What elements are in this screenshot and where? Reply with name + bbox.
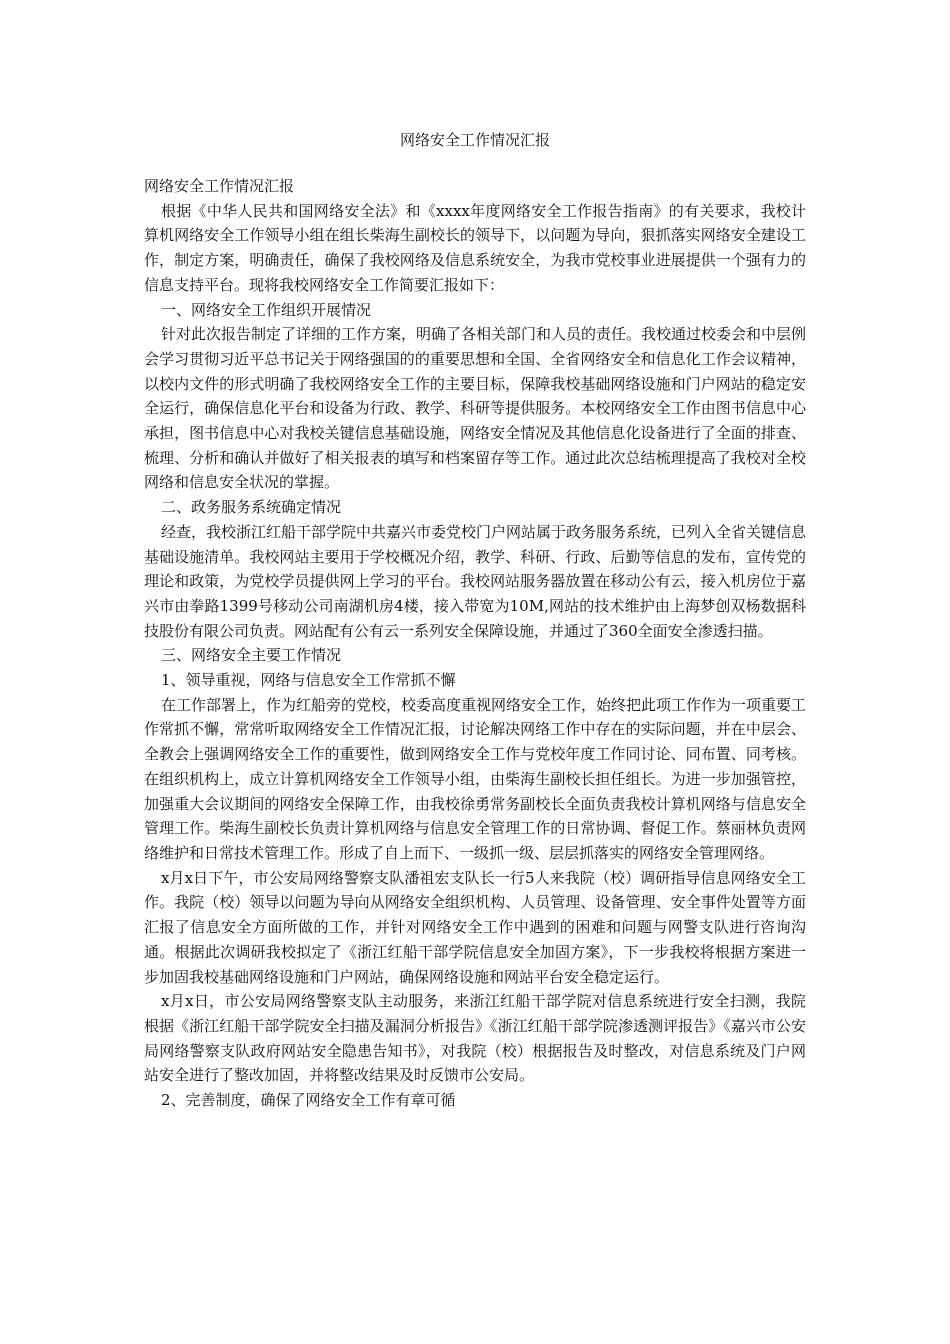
section-heading-3: 三、网络安全主要工作情况 (161, 646, 342, 665)
paragraph-police-visit: x月x日下午，市公安局网络警察支队潘祖宏支队长一行5人来我院（校）调研指导信息网络安全工作。我院（校）领导以问题为导向从网络安全组织机构、人员管理、设备管理、安全事件处置等方面汇报了信息安全方面所做的工作，并针对网络安全工作中遇到的困难和问题与网警支队进行咨询沟通。根据此次调研我校拟定了《浙江红船干部学院信息安全加固方案》，下一步我校将根据方案进一步加固我校基础网络设施和门户网站，确保网络设施和网站平台安全稳定运行。 (144, 868, 806, 986)
paragraph-leadership: 在工作部署上，作为红船旁的党校，校委高度重视网络安全工作，始终把此项工作作为一项重要工作常抓不懈，常常听取网络安全工作情况汇报，讨论解决网络工作中存在的实际问题，并在中层会、全教会上强调网络安全工作的重要性，做到网络安全工作与党校年度工作同讨论、同布置、同考核。在组织机构上，成立计算机网络安全工作领导小组，由柴海生副校长担任组长。为进一步加强管控，加强重大会议期间的网络安全保障工作，由我校徐勇常务副校长全面负责我校计算机网络与信息安全管理工作。柴海生副校长负责计算机网络与信息安全管理工作的日常协调、督促工作。蔡丽林负责网络维护和日常技术管理工作。形成了自上而下、一级抓一级、层层抓落实的网络安全管理网络。 (144, 695, 807, 862)
paragraph-section-1: 针对此次报告制定了详细的工作方案，明确了各相关部门和人员的责任。我校通过校委会和中层例会学习贯彻习近平总书记关于网络强国的的重要思想和全国、全省网络安全和信息化工作会议精神，以校内文件的形式明确了我校网络安全工作的主要目标，保障我校基础网络设施和门户网站的稳定安全运行，确保信息化平台和设备为行政、教学、科研等提供服务。本校网络安全工作由图书信息中心承担，图书信息中心对我校关键信息基础设施，网络安全情况及其他信息化设备进行了全面的排查、梳理、分析和确认并做好了相关报表的填写和档案留存等工作。通过此次总结梳理提高了我校对全校网络和信息安全状况的掌握。 (144, 325, 807, 492)
body-heading: 网络安全工作情况汇报 (144, 177, 295, 195)
paragraph-section-2: 经查，我校浙江红船干部学院中共嘉兴市委党校门户网站属于政务服务系统，已列入全省关键信息基础设施清单。我校网站主要用于学校概况介绍，教学、科研、行政、后勤等信息的发布，宣传党的理论和政策，为党校学员提供网上学习的平台。我校网站服务器放置在移动公有云，接入机房位于嘉兴市由拳路1399号移动公司南湖机房4楼，接入带宽为10M,网站的技术维护由上海梦创双杨数据科技股份有限公司负责。网站配有公有云一系列安全保障设施，并通过了360全面安全渗透扫描。 (144, 522, 807, 640)
document-body (144, 174, 806, 1113)
subsection-heading-2: 2、完善制度，确保了网络安全工作有章可循 (161, 1091, 456, 1110)
section-heading-1: 一、网络安全工作组织开展情况 (161, 300, 372, 319)
section-heading-2: 二、政务服务系统确定情况 (161, 498, 342, 517)
document-title: 网络安全工作情况汇报 (399, 131, 550, 149)
subsection-heading-1: 1、领导重视，网络与信息安全工作常抓不懈 (161, 671, 456, 690)
paragraph-intro: 根据《中华人民共和国网络安全法》和《xxxx年度网络安全工作报告指南》的有关要求，我校计算机网络安全工作领导小组在组长柴海生副校长的领导下，以问题为导向，狠抓落实网络安全建设工作，制定方案，明确责任，确保了我校网络及信息系统安全，为我市党校事业进展提供一个强有力的信息支持平台。现将我校网络安全工作简要汇报如下： (144, 201, 806, 294)
paragraph-security-scan: x月x日，市公安局网络警察支队主动服务，来浙江红船干部学院对信息系统进行安全扫测，我院根据《浙江红船干部学院安全扫描及漏洞分析报告》《浙江红船干部学院渗透测评报告》《嘉兴市公安局网络警察支队政府网站安全隐患告知书》，对我院（校）根据报告及时整改，对信息系统及门户网站安全进行了整改加固，并将整改结果及时反馈市公安局。 (144, 992, 806, 1085)
